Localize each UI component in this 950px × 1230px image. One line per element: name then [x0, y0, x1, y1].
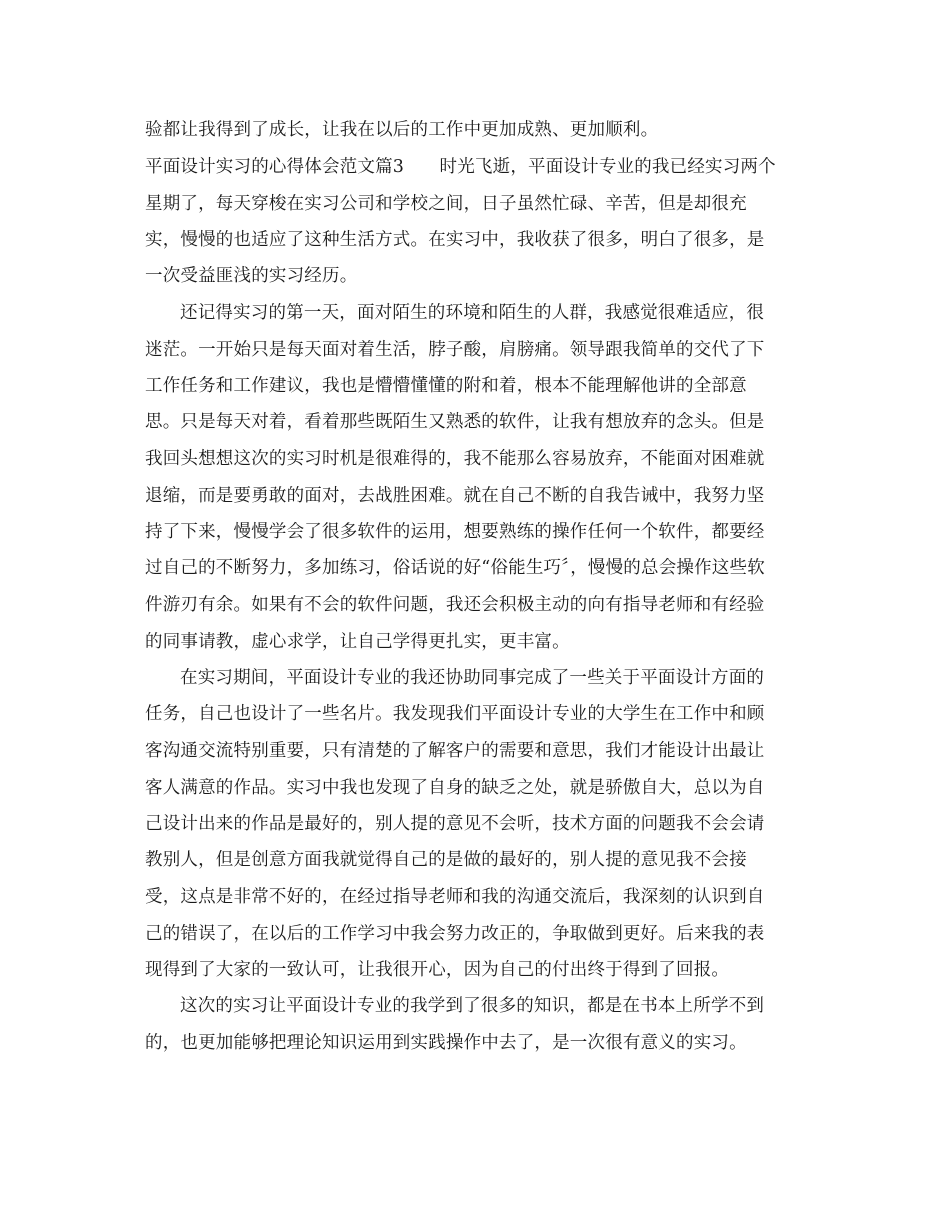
text-line: 迷茫。一开始只是每天面对着生活，脖子酸，肩膀痛。领导跟我简单的交代了下: [145, 340, 765, 360]
text-line: 实，慢慢的也适应了这种生活方式。在实习中，我收获了很多，明白了很多，是: [145, 230, 765, 250]
text-line: 过自己的不断努力，多加练习，俗话说的好“俗能生巧〞，慢慢的总会操作这些软: [145, 558, 765, 578]
text-line: 件游刃有余。如果有不会的软件问题，我还会积极主动的向有指导老师和有经验: [145, 595, 765, 615]
text-line: 平面设计实习的心得体会范文篇3 时光飞逝，平面设计专业的我已经实习两个: [145, 157, 776, 177]
text-line: 客沟通交流特别重要，只有清楚的了解客户的需要和意思，我们才能设计出最让: [145, 741, 765, 761]
text-line: 退缩，而是要勇敢的面对，去战胜困难。就在自己不断的自我告诫中，我努力坚: [145, 486, 765, 506]
paragraph-start-line: 还记得实习的第一天，面对陌生的环境和陌生的人群，我感觉很难适应，很: [180, 303, 765, 323]
text-line: 一次受益匪浅的实习经历。: [145, 266, 358, 286]
text-line: 持了下来，慢慢学会了很多软件的运用，想要熟练的操作任何一个软件，都要经: [145, 522, 765, 542]
text-line: 的，也更加能够把理论知识运用到实践操作中去了，是一次很有意义的实习。: [145, 1033, 747, 1053]
text-line: 己的错误了，在以后的工作学习中我会努力改正的，争取做到更好。后来我的表: [145, 924, 765, 944]
text-line: 教别人，但是创意方面我就觉得自己的是做的最好的，别人提的意见我不会接: [145, 850, 747, 870]
paragraph-start-line: 在实习期间，平面设计专业的我还协助同事完成了一些关于平面设计方面的: [180, 668, 765, 688]
text-line: 受，这点是非常不好的，在经过指导老师和我的沟通交流后，我深刻的认识到自: [145, 887, 765, 907]
text-line: 客人满意的作品。实习中我也发现了自身的缺乏之处，就是骄傲自大，总以为自: [145, 778, 765, 798]
text-line: 的同事请教，虚心求学，让自己学得更扎实，更丰富。: [145, 632, 570, 652]
text-line: 己设计出来的作品是最好的，别人提的意见不会听，技术方面的问题我不会会请: [145, 814, 765, 834]
text-line: 我回头想想这次的实习时机是很难得的，我不能那么容易放弃，不能面对困难就: [145, 449, 765, 469]
text-line: 验都让我得到了成长，让我在以后的工作中更加成熟、更加顺利。: [145, 120, 659, 140]
text-line: 任务，自己也设计了一些名片。我发现我们平面设计专业的大学生在工作中和顾: [145, 704, 765, 724]
text-line: 思。只是每天对着，看着那些既陌生又熟悉的软件，让我有想放弃的念头。但是: [145, 412, 765, 432]
text-line: 工作任务和工作建议，我也是懵懵懂懂的附和着，根本不能理解他讲的全部意: [145, 376, 747, 396]
text-line: 星期了，每天穿梭在实习公司和学校之间，日子虽然忙碌、辛苦，但是却很充: [145, 194, 747, 214]
text-line: 现得到了大家的一致认可，让我很开心，因为自己的付出终于得到了回报。: [145, 960, 730, 980]
paragraph-start-line: 这次的实习让平面设计专业的我学到了很多的知识，都是在书本上所学不到: [180, 996, 765, 1016]
